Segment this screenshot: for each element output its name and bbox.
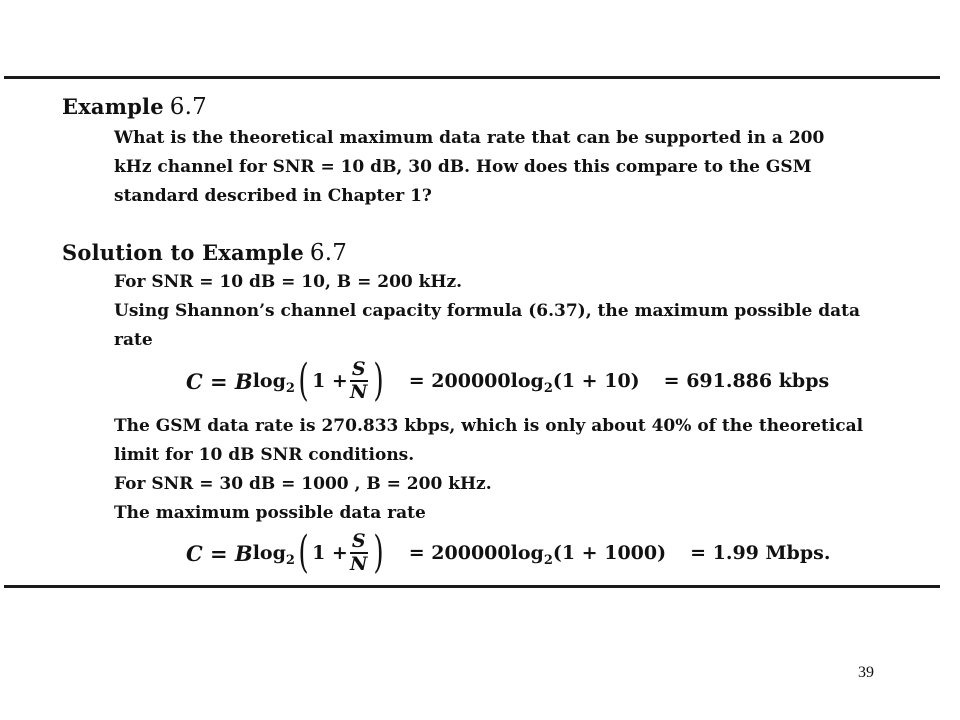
question-line-2: kHz channel for SNR = 10 dB, 30 dB. How does this compare to the GSM: [114, 157, 812, 177]
example-number: 6.7: [169, 94, 207, 120]
eq1-fraction: [350, 359, 368, 403]
eq1-log-base: 2: [285, 380, 295, 396]
top-rule: [4, 76, 940, 79]
question-text: [114, 124, 824, 211]
example-heading: [62, 94, 207, 120]
eq2-middle-sub: 2: [543, 552, 553, 568]
question-line-1: What is the theoretical maximum data rate that can be supported in a 200: [114, 128, 825, 148]
solution-number: 6.7: [309, 240, 348, 266]
eq2-frac-numerator: S: [351, 530, 366, 552]
eq2-one-plus: 1 +: [312, 542, 348, 564]
eq1-bracket-group: [295, 355, 387, 406]
solution-line-4: The GSM data rate is 270.833 kbps, which is only about 40% of the theoretical: [114, 416, 864, 436]
eq2-fraction: [350, 531, 368, 575]
solution-line-3: rate: [114, 330, 153, 350]
solution-line-5: limit for 10 dB SNR conditions.: [114, 445, 415, 465]
solution-intro: [114, 268, 860, 355]
eq1-right-paren: ): [373, 355, 384, 406]
eq2-log-base: 2: [285, 552, 295, 568]
example-heading-label: Example: [62, 94, 164, 119]
eq1-frac-numerator: S: [351, 358, 366, 380]
solution-heading: [62, 240, 347, 266]
solution-line-6: For SNR = 30 dB = 1000 , B = 200 kHz.: [114, 474, 492, 494]
eq1-middle: = 200000log: [408, 370, 544, 392]
solution-line-7: The maximum possible data rate: [114, 503, 426, 523]
solution-line-2: Using Shannon’s channel capacity formula (6.37), the maximum possible data: [114, 301, 861, 321]
eq1-middle-arg: (1 + 10): [552, 370, 640, 392]
question-line-3: standard described in Chapter 1?: [114, 186, 432, 206]
eq2-bracket-group: [295, 527, 387, 578]
eq2-frac-denominator: N: [350, 553, 368, 575]
solution-body: [114, 412, 863, 528]
eq1-frac-denominator: N: [350, 381, 368, 403]
eq1-lhs: C = B: [186, 368, 253, 394]
eq1-middle-sub: 2: [543, 380, 553, 396]
eq2-log: log: [252, 542, 286, 564]
eq2-left-paren: (: [298, 527, 309, 578]
page-number: 39: [858, 664, 874, 681]
bottom-rule: [4, 585, 940, 588]
capacity-equation-1: [186, 356, 829, 406]
solution-heading-label: Solution to Example: [62, 240, 304, 265]
eq2-right-paren: ): [373, 527, 384, 578]
eq2-lhs: C = B: [186, 540, 253, 566]
solution-line-1: For SNR = 10 dB = 10, B = 200 kHz.: [114, 272, 463, 292]
eq2-middle: = 200000log: [408, 542, 544, 564]
eq1-one-plus: 1 +: [312, 370, 348, 392]
eq1-result: = 691.886 kbps: [663, 370, 830, 392]
capacity-equation-2: [186, 528, 830, 578]
eq1-log: log: [252, 370, 286, 392]
eq1-left-paren: (: [298, 355, 309, 406]
eq2-result: = 1.99 Mbps.: [690, 542, 831, 564]
eq2-middle-arg: (1 + 1000): [552, 542, 667, 564]
